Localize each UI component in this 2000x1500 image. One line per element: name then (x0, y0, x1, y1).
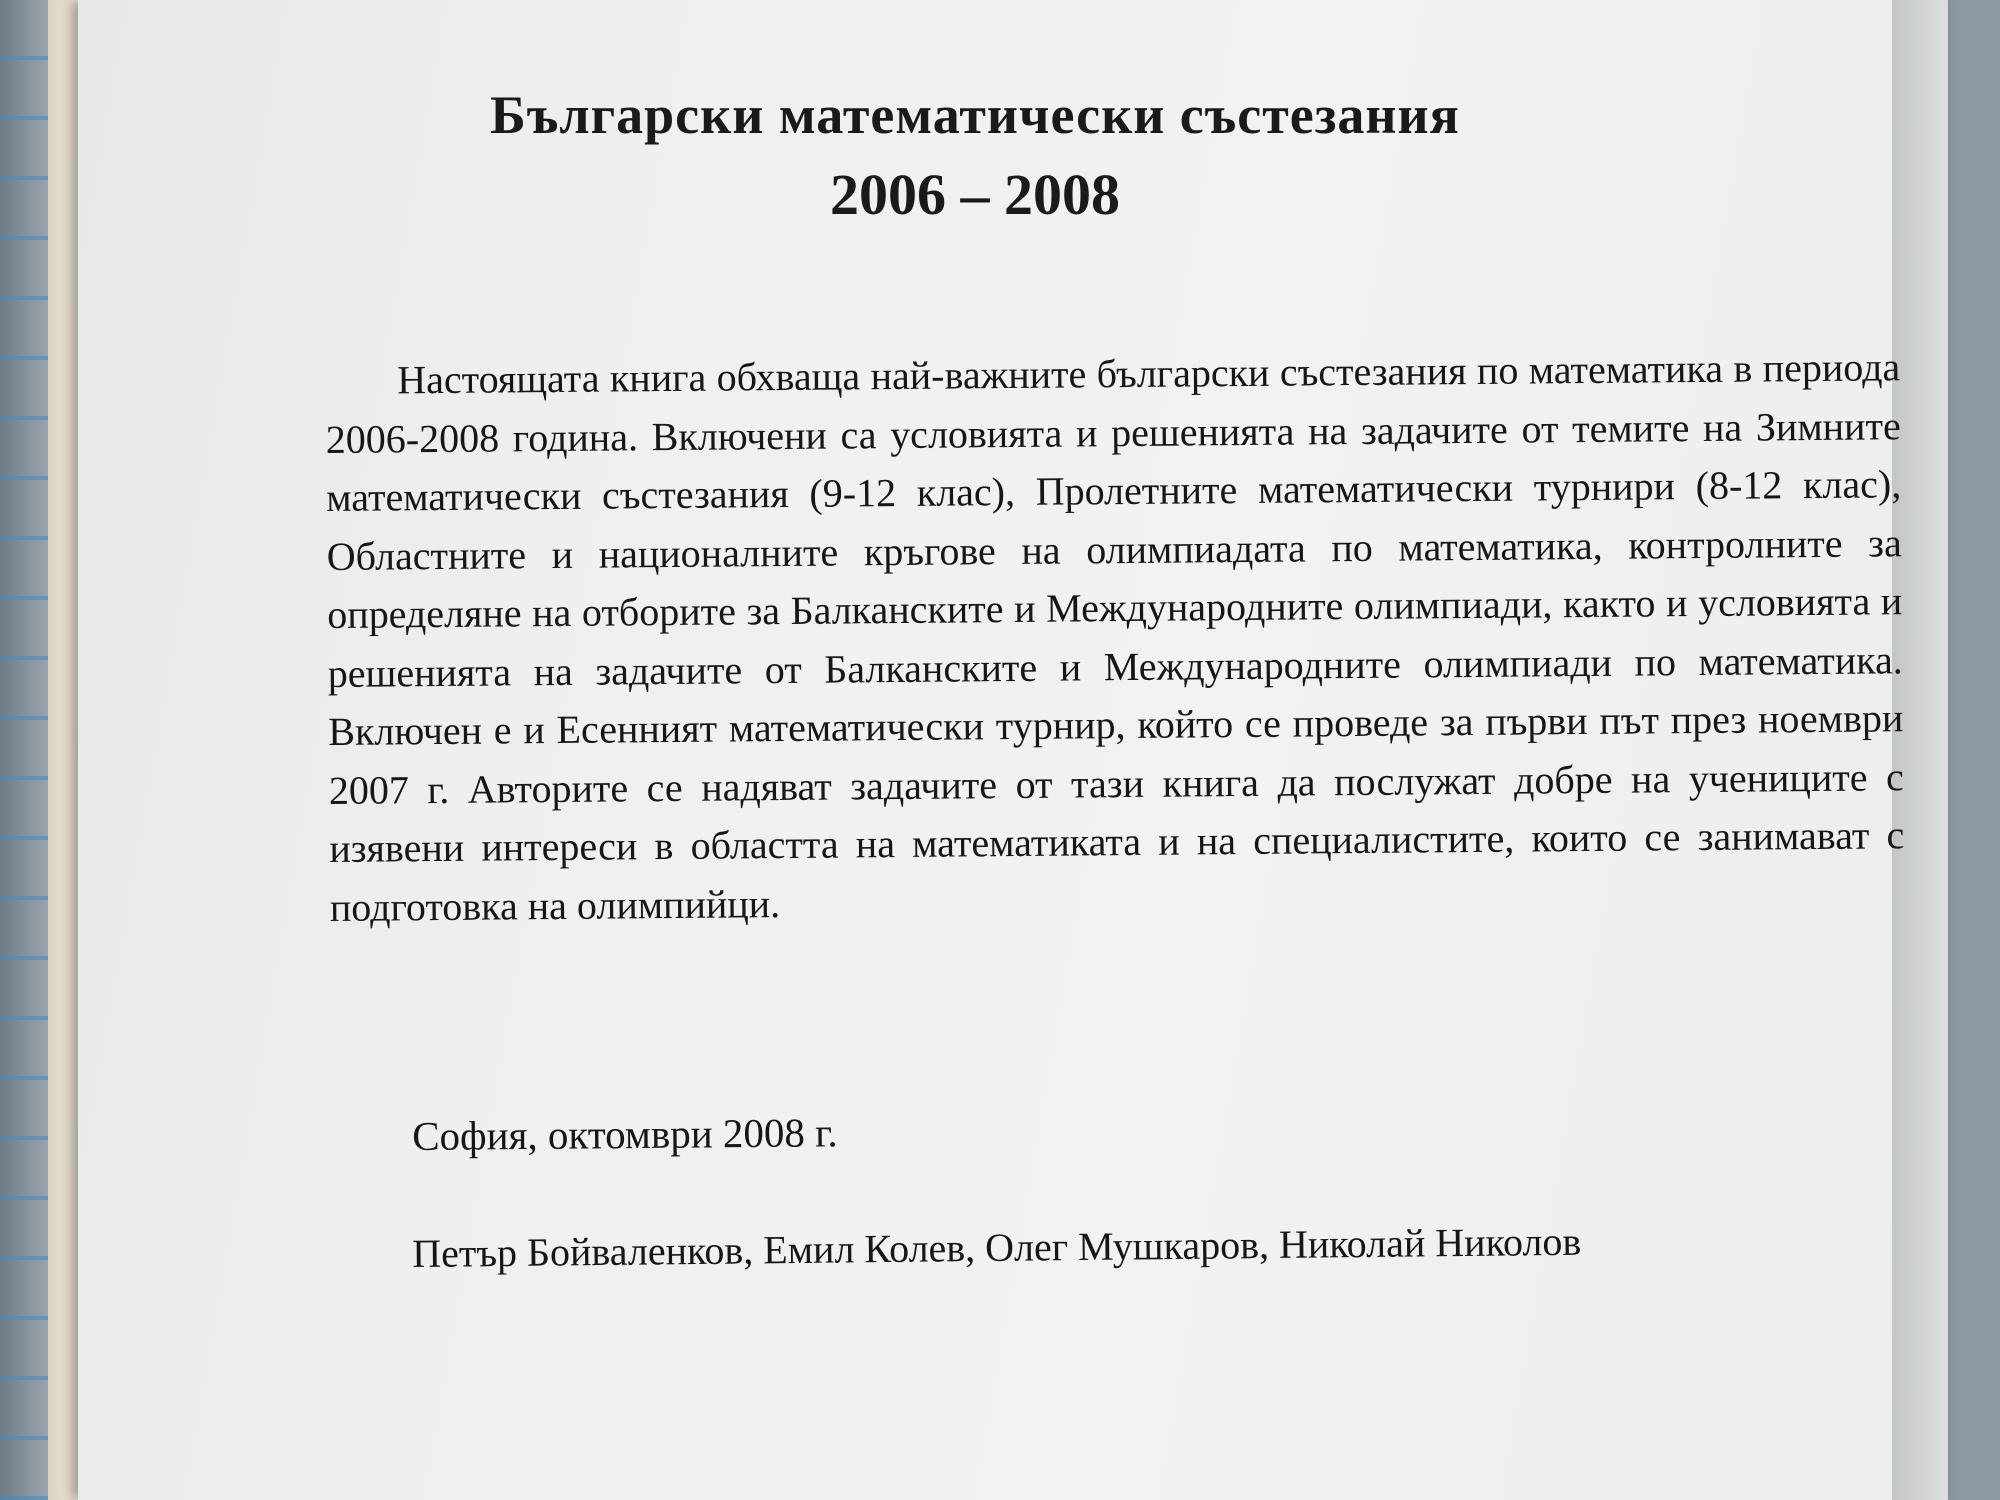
title-block (0, 78, 1950, 238)
year-range: 2006 – 2008 (830, 162, 1120, 227)
page-title: Български математически състезания (490, 85, 1460, 145)
dateline: София, октомври 2008 г. (412, 1109, 838, 1159)
preface-paragraph: Настоящата книга обхваща най-важните български състезания по математика в периода 2006-2008 година. Включени са условията и решенията на задачите от темите на Зимните математически състезания (9-12 клас), Пролетните математически турнири (8-12 клас), Областните и националните кръгове на олимпиадата по математика, контролните за определяне на отборите за Балканските и Международните олимпиади, както и условията и решенията на задачите от Балканските и Международните олимпиади по математика. Включен е и Есенният математически турнир, който се проведе за първи път през ноември 2007 г. Авторите се надяват задачите от тази книга да послужат добре на учениците с изявени интереси в областта на математиката и на специалистите, които се занимават с подготовка на олимпийци. (325, 344, 1905, 930)
authors-line: Петър Бойваленков, Емил Колев, Олег Мушкаров, Николай Николов (412, 1218, 1582, 1276)
